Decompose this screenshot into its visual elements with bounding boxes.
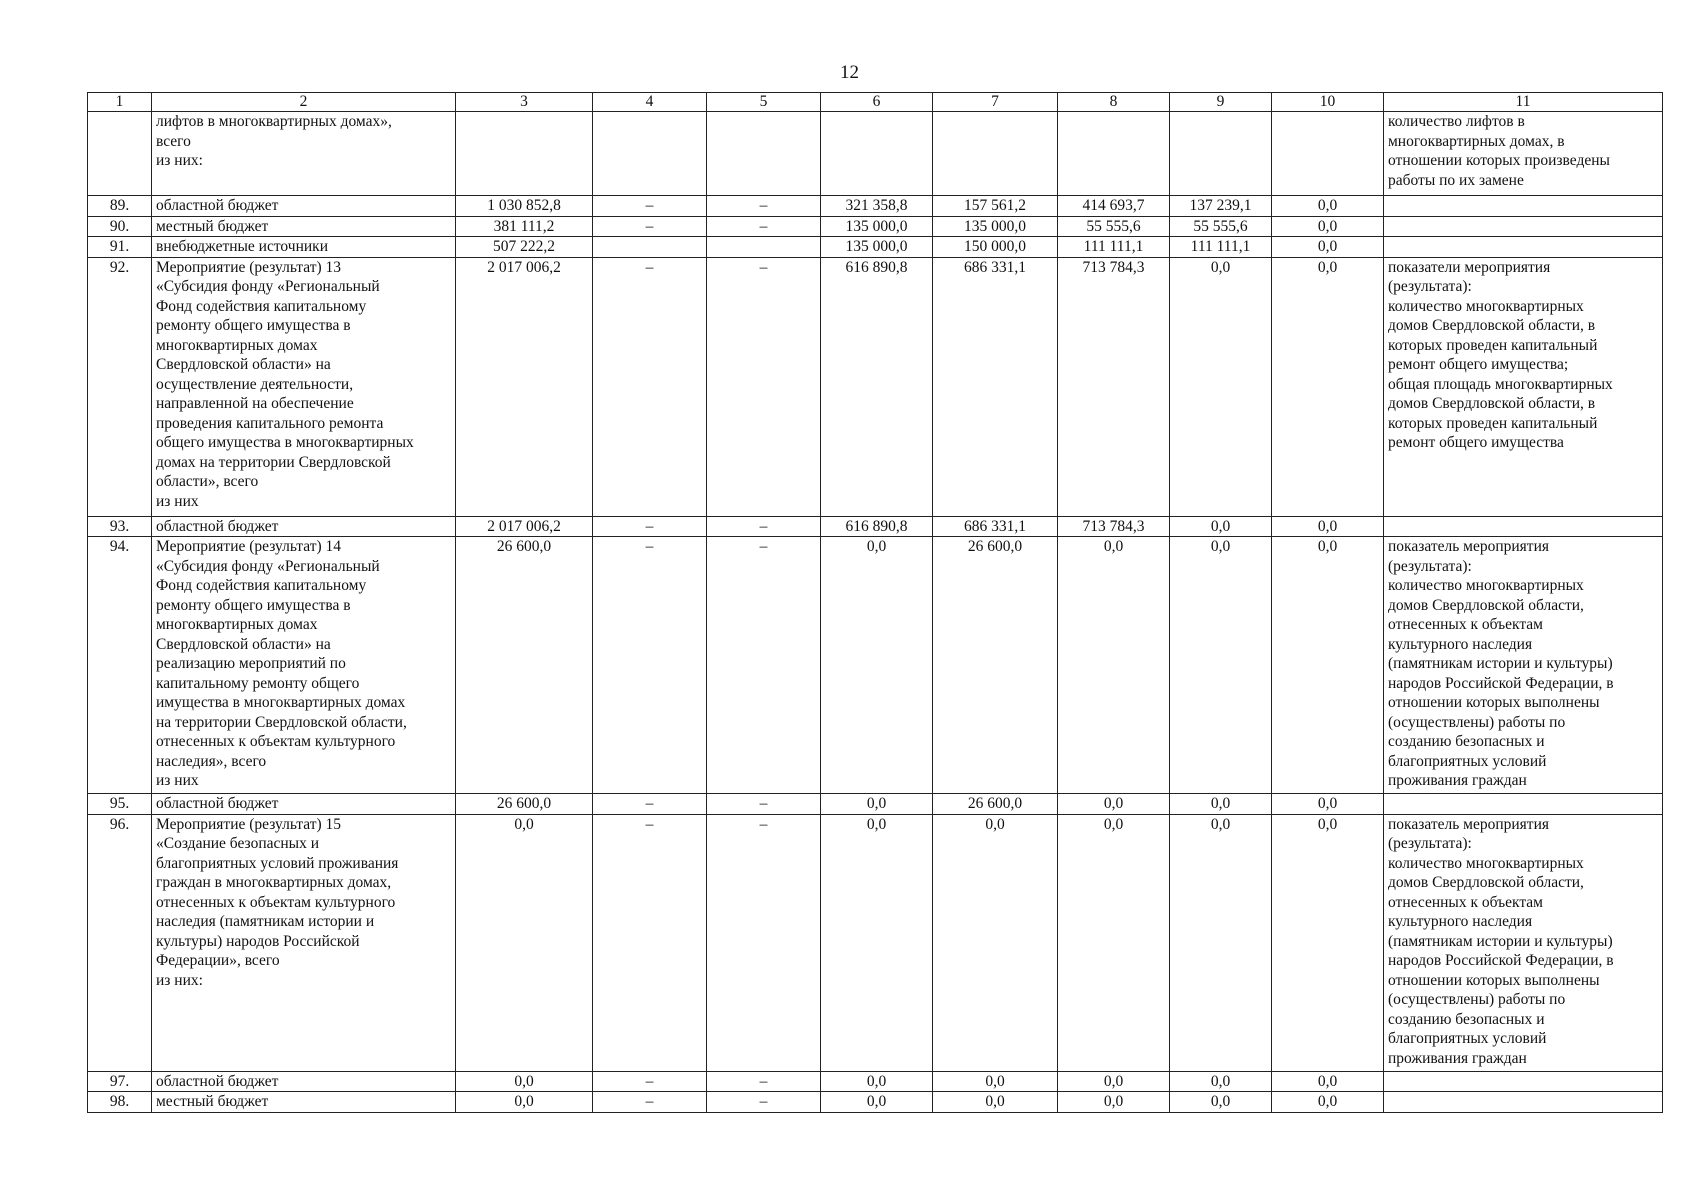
column-header: 10: [1272, 93, 1384, 112]
row-number: 94.: [88, 537, 152, 794]
column-header: 6: [821, 93, 933, 112]
column-header: 11: [1384, 93, 1663, 112]
cell-col5: –: [707, 257, 821, 516]
table-row: [88, 814, 1663, 1071]
table-row: [88, 237, 1663, 258]
cell-col6: 0,0: [821, 1071, 933, 1092]
cell-total: 381 111,2: [456, 216, 593, 237]
row-indicator: [1384, 1092, 1663, 1113]
cell-col10: 0,0: [1272, 1071, 1384, 1092]
table-row: [88, 794, 1663, 815]
cell-col7: [933, 112, 1058, 196]
cell-col4: –: [593, 516, 707, 537]
row-name: областной бюджет: [152, 1071, 456, 1092]
cell-col9: 0,0: [1170, 794, 1272, 815]
cell-col7: 0,0: [933, 814, 1058, 1071]
row-indicator: [1384, 1071, 1663, 1092]
page-number: 12: [840, 62, 859, 83]
cell-col10: 0,0: [1272, 794, 1384, 815]
cell-col9: 0,0: [1170, 516, 1272, 537]
cell-col4: –: [593, 216, 707, 237]
row-name: Мероприятие (результат) 13 «Субсидия фонду «Региональный Фонд содействия капитальному ремонту общего имущества в многоквартирных домах Свердловской области» на осуществление деятельности, направленной на обеспечение проведения капитального ремонта общего имущества в многоквартирных домах на территории Свердловской области», всего из них: [152, 257, 456, 516]
cell-total: [456, 112, 593, 196]
cell-col9: 0,0: [1170, 537, 1272, 794]
row-indicator: [1384, 516, 1663, 537]
cell-col6: 321 358,8: [821, 196, 933, 217]
row-indicator: [1384, 216, 1663, 237]
column-header: 8: [1058, 93, 1170, 112]
cell-col9: 111 111,1: [1170, 237, 1272, 258]
row-indicator: [1384, 794, 1663, 815]
table-row: [88, 112, 1663, 196]
cell-col8: 713 784,3: [1058, 516, 1170, 537]
cell-col10: 0,0: [1272, 196, 1384, 217]
cell-col7: 157 561,2: [933, 196, 1058, 217]
row-number: 95.: [88, 794, 152, 815]
cell-col10: 0,0: [1272, 237, 1384, 258]
row-name: областной бюджет: [152, 794, 456, 815]
table-row: [88, 1092, 1663, 1113]
cell-col9: [1170, 112, 1272, 196]
cell-col5: –: [707, 1092, 821, 1113]
cell-col10: 0,0: [1272, 216, 1384, 237]
row-name: местный бюджет: [152, 216, 456, 237]
table-row: [88, 516, 1663, 537]
cell-col5: –: [707, 814, 821, 1071]
cell-col4: [593, 237, 707, 258]
cell-col6: 135 000,0: [821, 237, 933, 258]
row-name: местный бюджет: [152, 1092, 456, 1113]
cell-total: 0,0: [456, 1071, 593, 1092]
cell-total: 26 600,0: [456, 794, 593, 815]
cell-col7: 135 000,0: [933, 216, 1058, 237]
cell-col5: –: [707, 196, 821, 217]
cell-col9: 0,0: [1170, 1092, 1272, 1113]
cell-col4: –: [593, 196, 707, 217]
row-number: 93.: [88, 516, 152, 537]
table-row: [88, 216, 1663, 237]
row-number: 96.: [88, 814, 152, 1071]
cell-col10: 0,0: [1272, 1092, 1384, 1113]
cell-col6: 616 890,8: [821, 516, 933, 537]
cell-col6: 135 000,0: [821, 216, 933, 237]
cell-col4: –: [593, 814, 707, 1071]
cell-col10: 0,0: [1272, 814, 1384, 1071]
cell-col4: –: [593, 537, 707, 794]
cell-col7: 0,0: [933, 1071, 1058, 1092]
cell-col4: [593, 112, 707, 196]
cell-col9: 0,0: [1170, 257, 1272, 516]
cell-col5: –: [707, 794, 821, 815]
cell-total: 2 017 006,2: [456, 257, 593, 516]
row-indicator: показатель мероприятия (результата): количество многоквартирных домов Свердловской области, отнесенных к объектам культурного наследия (памятникам истории и культуры) народов Российской Федерации, в отношении которых выполнены (осуществлены) работы по созданию безопасных и благоприятных условий проживания граждан: [1384, 537, 1663, 794]
cell-col5: –: [707, 216, 821, 237]
column-header: 4: [593, 93, 707, 112]
row-number: 92.: [88, 257, 152, 516]
cell-col8: 414 693,7: [1058, 196, 1170, 217]
cell-col8: [1058, 112, 1170, 196]
cell-col8: 55 555,6: [1058, 216, 1170, 237]
cell-col5: –: [707, 537, 821, 794]
row-name: Мероприятие (результат) 15 «Создание безопасных и благоприятных условий проживания граждан в многоквартирных домах, отнесенных к объектам культурного наследия (памятникам истории и культуры) народов Российской Федерации», всего из них:: [152, 814, 456, 1071]
column-header: 7: [933, 93, 1058, 112]
row-name: внебюджетные источники: [152, 237, 456, 258]
row-number: 90.: [88, 216, 152, 237]
column-header: 5: [707, 93, 821, 112]
cell-col7: 686 331,1: [933, 257, 1058, 516]
cell-col5: –: [707, 516, 821, 537]
cell-col8: 111 111,1: [1058, 237, 1170, 258]
cell-col7: 26 600,0: [933, 794, 1058, 815]
column-number-row: [88, 93, 1663, 112]
cell-col5: [707, 112, 821, 196]
cell-total: 1 030 852,8: [456, 196, 593, 217]
column-header: 3: [456, 93, 593, 112]
row-name: лифтов в многоквартирных домах», всего из них:: [152, 112, 456, 196]
budget-table: [87, 92, 1663, 1113]
row-number: 97.: [88, 1071, 152, 1092]
cell-col10: 0,0: [1272, 257, 1384, 516]
row-name: Мероприятие (результат) 14 «Субсидия фонду «Региональный Фонд содействия капитальному ремонту общего имущества в многоквартирных домах Свердловской области» на реализацию мероприятий по капитальному ремонту общего имущества в многоквартирных домах на территории Свердловской области, отнесенных к объектам культурного наследия», всего из них: [152, 537, 456, 794]
cell-col7: 686 331,1: [933, 516, 1058, 537]
row-indicator: показатели мероприятия (результата): количество многоквартирных домов Свердловской области, в которых проведен капитальный ремонт общего имущества; общая площадь многоквартирных домов Свердловской области, в которых проведен капитальный ремонт общего имущества: [1384, 257, 1663, 516]
cell-total: 26 600,0: [456, 537, 593, 794]
cell-col5: –: [707, 1071, 821, 1092]
row-number: 91.: [88, 237, 152, 258]
row-indicator: показатель мероприятия (результата): количество многоквартирных домов Свердловской области, отнесенных к объектам культурного наследия (памятникам истории и культуры) народов Российской Федерации, в отношении которых выполнены (осуществлены) работы по созданию безопасных и благоприятных условий проживания граждан: [1384, 814, 1663, 1071]
cell-col6: 0,0: [821, 537, 933, 794]
cell-col10: 0,0: [1272, 516, 1384, 537]
cell-col10: [1272, 112, 1384, 196]
cell-total: 0,0: [456, 1092, 593, 1113]
column-header: 2: [152, 93, 456, 112]
cell-col6: 616 890,8: [821, 257, 933, 516]
cell-col6: [821, 112, 933, 196]
row-indicator: [1384, 237, 1663, 258]
cell-col8: 0,0: [1058, 1092, 1170, 1113]
cell-col8: 0,0: [1058, 1071, 1170, 1092]
column-header: 9: [1170, 93, 1272, 112]
cell-col7: 150 000,0: [933, 237, 1058, 258]
cell-col8: 0,0: [1058, 794, 1170, 815]
row-indicator: [1384, 196, 1663, 217]
cell-col9: 0,0: [1170, 814, 1272, 1071]
row-number: [88, 112, 152, 196]
row-number: 98.: [88, 1092, 152, 1113]
table-row: [88, 257, 1663, 516]
column-header: 1: [88, 93, 152, 112]
cell-col7: 26 600,0: [933, 537, 1058, 794]
cell-col5: [707, 237, 821, 258]
cell-col8: 713 784,3: [1058, 257, 1170, 516]
cell-col4: –: [593, 794, 707, 815]
row-name: областной бюджет: [152, 516, 456, 537]
row-indicator: количество лифтов в многоквартирных домах, в отношении которых произведены работы по их замене: [1384, 112, 1663, 196]
row-name: областной бюджет: [152, 196, 456, 217]
cell-total: 2 017 006,2: [456, 516, 593, 537]
row-number: 89.: [88, 196, 152, 217]
cell-col6: 0,0: [821, 1092, 933, 1113]
cell-col4: –: [593, 1092, 707, 1113]
cell-col4: –: [593, 257, 707, 516]
table-row: [88, 537, 1663, 794]
cell-total: 0,0: [456, 814, 593, 1071]
cell-col9: 137 239,1: [1170, 196, 1272, 217]
table-row: [88, 196, 1663, 217]
cell-total: 507 222,2: [456, 237, 593, 258]
cell-col4: –: [593, 1071, 707, 1092]
cell-col9: 0,0: [1170, 1071, 1272, 1092]
cell-col7: 0,0: [933, 1092, 1058, 1113]
cell-col9: 55 555,6: [1170, 216, 1272, 237]
table-row: [88, 1071, 1663, 1092]
cell-col8: 0,0: [1058, 814, 1170, 1071]
cell-col6: 0,0: [821, 814, 933, 1071]
cell-col6: 0,0: [821, 794, 933, 815]
cell-col10: 0,0: [1272, 537, 1384, 794]
cell-col8: 0,0: [1058, 537, 1170, 794]
